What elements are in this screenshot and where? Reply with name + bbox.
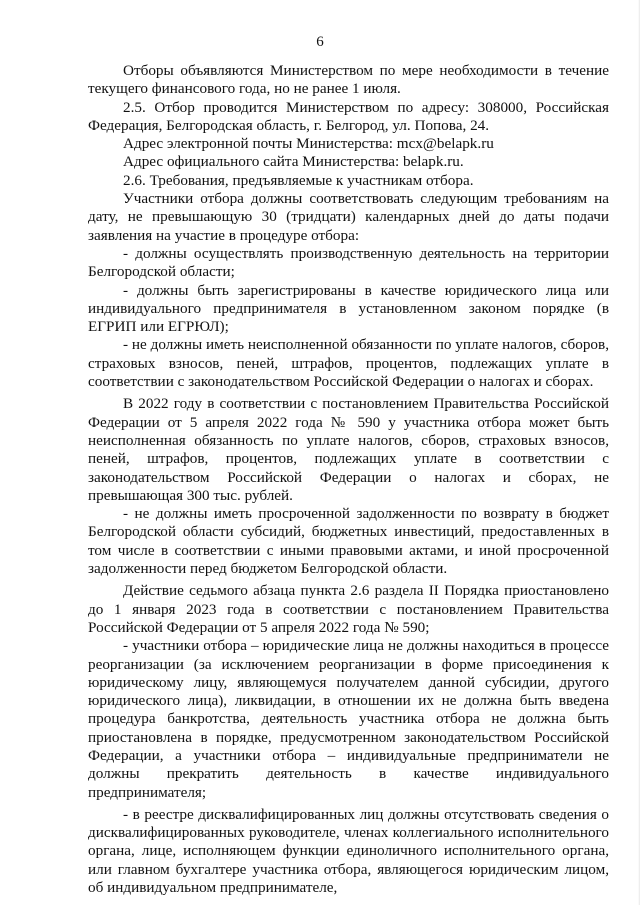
list-item-tax-debt: - не должны иметь неисполненной обязанности по уплате налогов, сборов, страховых взносов, пеней, штрафов, процентов, подлежащих уплате в соответствии с законодательством Российской Федерации о налогах и сборах. bbox=[88, 336, 609, 391]
list-item-reorganization: - участники отбора – юридические лица не должны находиться в процессе реорганизации (за исключением реорганизации в форме присоединения к юридическому лицу, являющемуся получателем данной субсидии, другого юридического лица), ликвидации, в отношении их не должна быть введена процедура банкротства, деятельность участника отбора не должна быть приостановлена в порядке, предусмотренном законодательством Российской Федерации, а участники отбора – индивидуальные предприниматели не должны прекратить деятельность в качестве индивидуального предпринимателя; bbox=[88, 637, 609, 801]
paragraph-2022-exception: В 2022 году в соответствии с постановлением Правительства Российской Федерации от 5 апреля 2022 года № 590 у участника отбора может быть неисполненная обязанность по уплате налогов, сборов, страховых взносов, пеней, штрафов, процентов, подлежащих уплате в соответствии с законодательством Российской Федерации о налогах и сборах, не превышающая 300 тыс. рублей. bbox=[88, 395, 609, 504]
paragraph-suspension: Действие седьмого абзаца пункта 2.6 раздела II Порядка приостановлено до 1 января 2023 года в соответствии с постановлением Правительства Российской Федерации от 5 апреля 2022 года № 590; bbox=[88, 582, 609, 636]
paragraph-email: Адрес электронной почты Министерства: mcx@belapk.ru bbox=[123, 135, 494, 153]
document-body bbox=[88, 62, 609, 897]
list-item-territory: - должны осуществлять производственную деятельность на территории Белгородской области; bbox=[88, 244, 609, 281]
list-item-disqualified-registry: - в реестре дисквалифицированных лиц должны отсутствовать сведения о дисквалифицированных руководителе, членах коллегиального исполнительного органа, лице, исполняющем функции единоличного исполнительного органа, или главном бухгалтере участника отбора, являющегося юридическим лицом, об индивидуальном предпринимателе, bbox=[88, 805, 609, 897]
list-item-registration: - должны быть зарегистрированы в качестве юридического лица или индивидуального предпринимателя в установленном законом порядке (в ЕГРИП или ЕГРЮЛ); bbox=[88, 281, 609, 336]
paragraph-website: Адрес официального сайта Министерства: belapk.ru. bbox=[123, 153, 464, 171]
paragraph-2-6-heading: 2.6. Требования, предъявляемые к участникам отбора. bbox=[123, 171, 474, 189]
paragraph-2-5-address: 2.5. Отбор проводится Министерством по адресу: 308000, Российская Федерация, Белгородская область, г. Белгород, ул. Попова, 24. bbox=[88, 98, 609, 134]
page-number: 6 bbox=[316, 34, 324, 50]
list-item-budget-debt: - не должны иметь просроченной задолженности по возврату в бюджет Белгородской области субсидий, бюджетных инвестиций, предоставленных в том числе в соответствии с иными правовыми актами, и иной просроченной задолженности перед бюджетом Белгородской области. bbox=[88, 505, 609, 578]
paragraph-requirements-intro: Участники отбора должны соответствовать следующим требованиям на дату, не превышающую 30 (тридцати) календарных дней до даты подачи заявления на участие в процедуре отбора: bbox=[88, 190, 609, 244]
paragraph-announcement: Отборы объявляются Министерством по мере необходимости в течение текущего финансового года, но не ранее 1 июля. bbox=[88, 62, 609, 98]
